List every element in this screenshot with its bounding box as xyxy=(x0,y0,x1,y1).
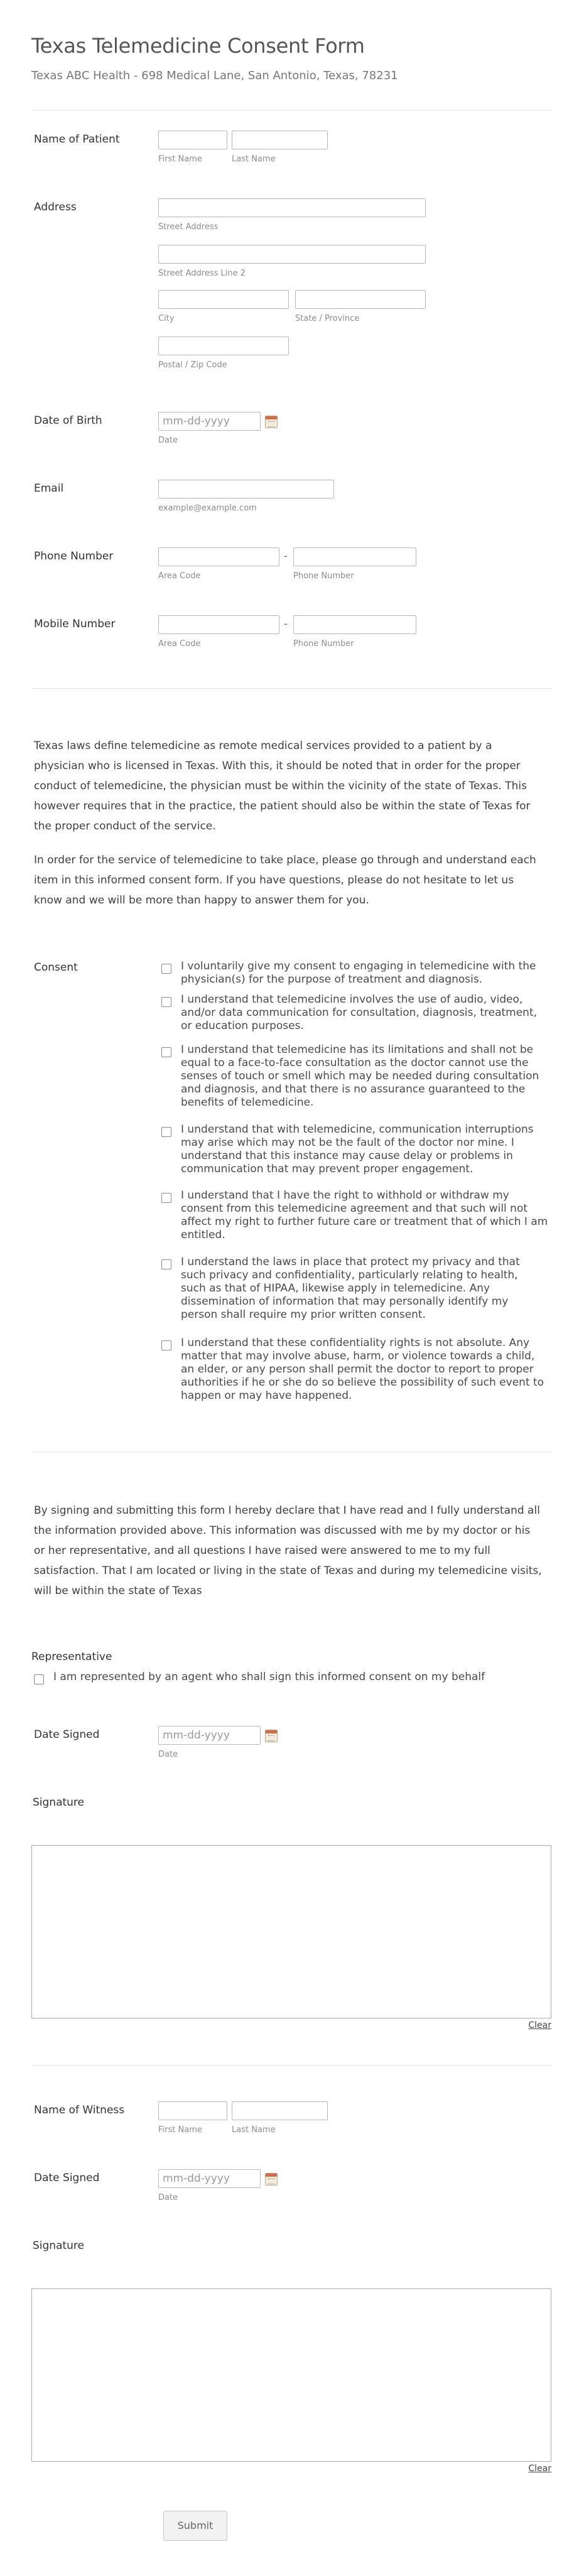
consent-item-text: I understand that these confidentiality rights is not absolute. Any matter that may involve abuse, harm, or violence towards a child, an elder, or any person shall permit the doctor to report to proper authorities if he or she do so believe the possibility of such event to happen or may have happened. xyxy=(181,1337,544,1402)
postal-code-sublabel: Postal / Zip Code xyxy=(158,360,227,370)
consent-item-text: I understand that I have the right to withhold or withdraw my consent from this telemedicine agreement and that such will not affect my right to further future care or treatment that of which I am entitled. xyxy=(181,1189,548,1241)
date-signed-input[interactable]: mm-dd-yyyy xyxy=(158,2169,261,2188)
date-signed-label: Date Signed xyxy=(34,2172,100,2184)
street-address-line2-sublabel: Street Address Line 2 xyxy=(158,269,246,278)
consent-item-text: I understand that telemedicine involves the use of audio, video, and/or data communication for consultation, diagnosis, treatment, or education purposes. xyxy=(181,993,538,1032)
consent-item-text: I understand that telemedicine has its limitations and shall not be equal to a face-to-face consultation as the doctor cannot use the senses of touch or smell which may be needed during consultation and diagnosis, and that there is no assurance guaranteed to the benefits of telemedicine. xyxy=(181,1043,539,1109)
representative-label: Representative xyxy=(31,1651,112,1663)
consent-item-text: I understand the laws in place that protect my privacy and that such privacy and confidentiality, particularly relating to health, such as that of HIPAA, likewise apply in telemedicine. Any dissemination of information that may personally identify my person shall require my prior written consent. xyxy=(181,1256,520,1321)
email-sublabel: example@example.com xyxy=(158,504,257,513)
clear-signature-link[interactable]: Clear xyxy=(528,2464,551,2474)
consent-checkbox[interactable] xyxy=(161,1127,171,1137)
patient-last-name-input[interactable] xyxy=(232,131,328,149)
divider xyxy=(31,688,553,689)
consent-checkbox[interactable] xyxy=(161,997,171,1007)
intro-paragraph-1: Texas laws define telemedicine as remote medical services provided to a patient by a physician who is licensed in Texas. With this, it should be noted that in order for the proper conduct of telemedicine, the physician must be within the vicinity of the state of Texas. This however requires that in the practice, the patient should also be within the state of Texas for the proper conduct of the service. xyxy=(34,740,531,833)
email-label: Email xyxy=(34,482,64,495)
dob-sublabel: Date xyxy=(158,436,178,445)
signature-label: Signature xyxy=(33,1796,85,1809)
declaration-paragraph: By signing and submitting this form I hereby declare that I have read and I fully understand all the information provided above. This information was discussed with me by my doctor or his or her representative, and all questions I have raised were answered to me to my full satisfaction. That I am located or living in the state of Texas and during my telemedicine visits, will be within the state of Texas xyxy=(34,1504,542,1597)
email-input[interactable] xyxy=(158,480,334,498)
calendar-icon[interactable] xyxy=(265,416,278,428)
street-address-sublabel: Street Address xyxy=(158,222,219,232)
witness-name-label: Name of Witness xyxy=(34,2104,125,2116)
date-signed-label: Date Signed xyxy=(34,1728,100,1741)
phone-separator: - xyxy=(284,550,288,562)
consent-checkbox[interactable] xyxy=(161,964,171,974)
consent-label: Consent xyxy=(34,961,78,974)
representative-checkbox[interactable] xyxy=(34,1674,44,1684)
street-address-line2-input[interactable] xyxy=(158,245,426,264)
state-sublabel: State / Province xyxy=(295,314,360,323)
date-signed-input[interactable]: mm-dd-yyyy xyxy=(158,1726,261,1745)
consent-checkbox[interactable] xyxy=(161,1047,171,1057)
mobile-separator: - xyxy=(284,618,288,630)
intro-paragraph-2: In order for the service of telemedicine to take place, please go through and understand each item in this informed consent form. If you have questions, please do not hesitate to let us know and we will be more than happy to answer them for you. xyxy=(34,854,536,907)
witness-first-name-input[interactable] xyxy=(158,2101,227,2120)
mobile-number-sublabel: Phone Number xyxy=(293,639,354,649)
city-sublabel: City xyxy=(158,314,175,323)
signature-pad[interactable] xyxy=(31,1845,551,2018)
representative-option-text: I am represented by an agent who shall sign this informed consent on my behalf xyxy=(53,1671,485,1683)
submit-button[interactable]: Submit xyxy=(163,2511,227,2541)
form-subtitle: Texas ABC Health - 698 Medical Lane, San Antonio, Texas, 78231 xyxy=(31,69,398,82)
state-input[interactable] xyxy=(295,290,426,309)
mobile-number-input[interactable] xyxy=(293,615,416,634)
phone-area-code-sublabel: Area Code xyxy=(158,571,201,581)
patient-name-label: Name of Patient xyxy=(34,133,120,146)
signature-label: Signature xyxy=(33,2239,85,2252)
last-name-sublabel: Last Name xyxy=(232,154,276,164)
street-address-input[interactable] xyxy=(158,198,426,217)
postal-code-input[interactable] xyxy=(158,337,289,355)
first-name-sublabel: First Name xyxy=(158,2125,202,2135)
consent-checkbox[interactable] xyxy=(161,1259,171,1269)
address-label: Address xyxy=(34,201,77,213)
signature-pad[interactable] xyxy=(31,2288,551,2462)
mobile-area-code-sublabel: Area Code xyxy=(158,639,201,649)
dob-input[interactable]: mm-dd-yyyy xyxy=(158,412,261,431)
consent-checkbox[interactable] xyxy=(161,1193,171,1203)
calendar-icon[interactable] xyxy=(265,2173,278,2185)
clear-signature-link[interactable]: Clear xyxy=(528,2020,551,2030)
patient-first-name-input[interactable] xyxy=(158,131,227,149)
witness-last-name-input[interactable] xyxy=(232,2101,328,2120)
city-input[interactable] xyxy=(158,290,289,309)
date-signed-sublabel: Date xyxy=(158,2193,178,2202)
phone-number-sublabel: Phone Number xyxy=(293,571,354,581)
calendar-icon[interactable] xyxy=(265,1730,278,1742)
phone-label: Phone Number xyxy=(34,550,114,563)
phone-number-input[interactable] xyxy=(293,547,416,566)
form-title: Texas Telemedicine Consent Form xyxy=(31,34,365,58)
phone-area-code-input[interactable] xyxy=(158,547,279,566)
consent-item-text: I understand that with telemedicine, communication interruptions may arise which may not be the fault of the doctor nor mine. I understand that this instance may cause delay or problems in communication that may prevent proper engagement. xyxy=(181,1123,534,1175)
date-signed-sublabel: Date xyxy=(158,1750,178,1759)
mobile-label: Mobile Number xyxy=(34,618,116,630)
first-name-sublabel: First Name xyxy=(158,154,202,164)
mobile-area-code-input[interactable] xyxy=(158,615,279,634)
dob-label: Date of Birth xyxy=(34,414,102,427)
consent-item-text: I voluntarily give my consent to engaging in telemedicine with the physician(s) for the purpose of treatment and diagnosis. xyxy=(181,960,536,986)
last-name-sublabel: Last Name xyxy=(232,2125,276,2135)
consent-checkbox[interactable] xyxy=(161,1340,171,1350)
divider xyxy=(31,2065,553,2066)
